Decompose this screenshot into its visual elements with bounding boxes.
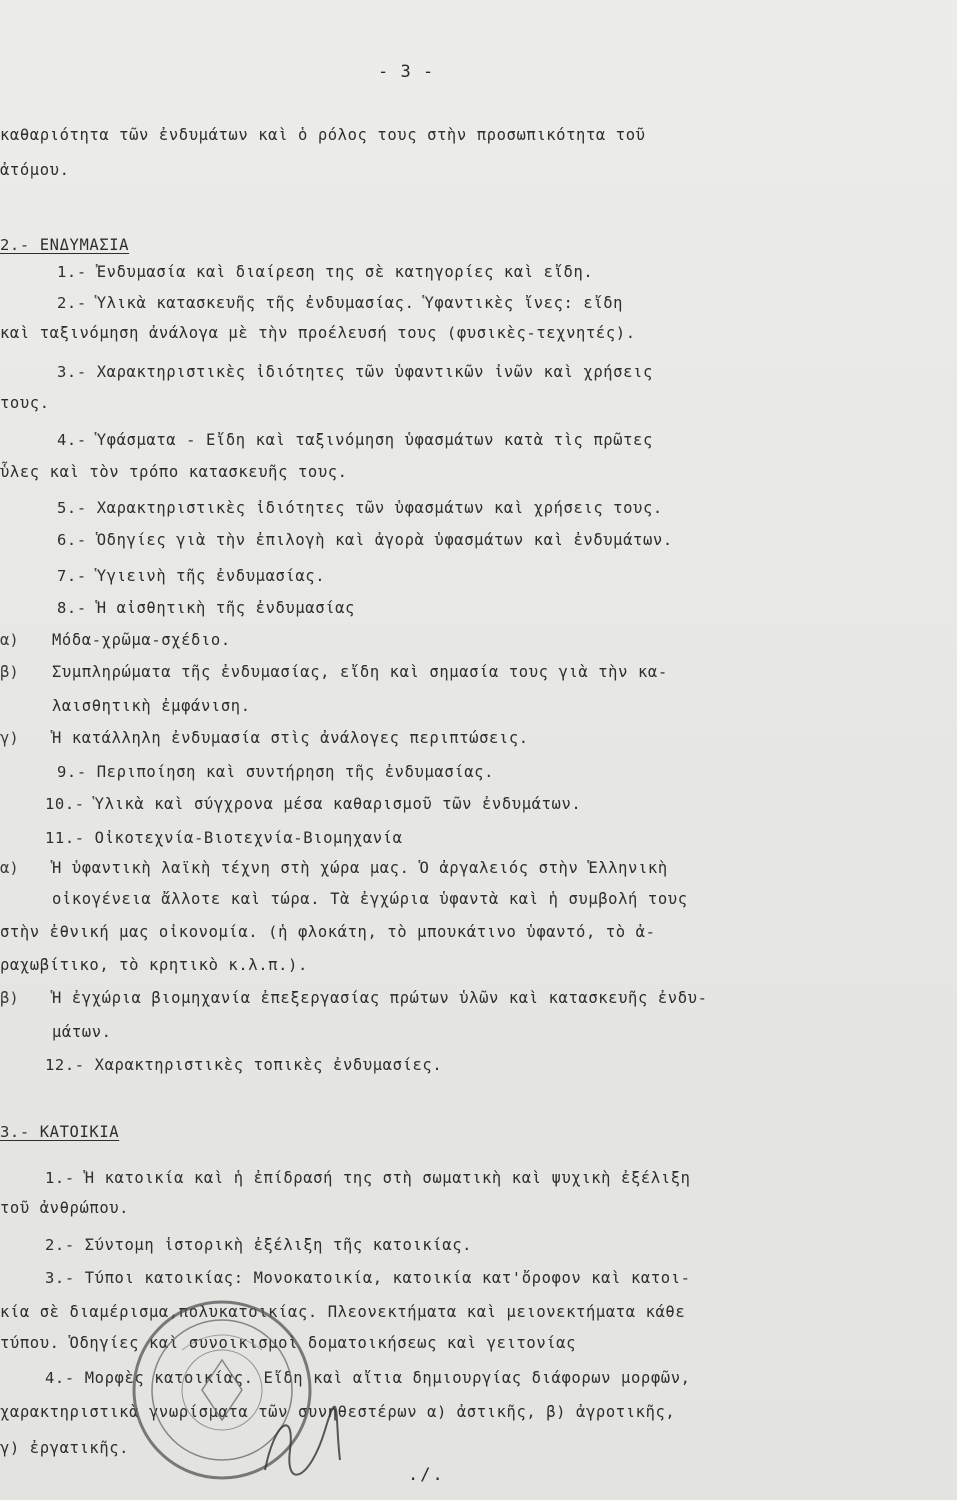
text-line: 4.- Ὑφάσματα - Εἴδη καὶ ταξινόμηση ὑφασμάτων κατὰ τὶς πρῶτες [57,431,653,449]
handwritten-signature [255,1400,345,1490]
text-line: 1.- Ἐνδυμασία καὶ διαίρεση της σὲ κατηγορίες καὶ εἴδη. [57,263,594,281]
text-line: Ἡ ἐγχώρια βιομηχανία ἐπεξεργασίας πρώτων ὑλῶν καὶ κατασκευῆς ἐνδυ- [52,989,708,1007]
text-line: Μόδα-χρῶμα-σχέδιο. [52,631,231,649]
text-line: καθαριότητα τῶν ἐνδυμάτων καὶ ὁ ρόλος τους στὴν προσωπικότητα τοῦ [0,126,646,144]
text-line: 3.- Τύποι κατοικίας: Μονοκατοικία, κατοικία κατ'ὄροφον καὶ κατοι- [45,1269,691,1287]
text-line: 7.- Ὑγιεινὴ τῆς ἐνδυμασίας. [57,567,326,585]
text-line: 4.- Μορφὲς κατοικίας. Εἴδη καὶ αἴτια δημιουργίας διάφορων μορφῶν, [45,1369,691,1387]
text-line: οἰκογένεια ἄλλοτε καὶ τώρα. Τὰ ἐγχώρια ὑφαντὰ καὶ ἡ συμβολή τους [52,890,688,908]
text-line: 6.- Ὁδηγίες γιὰ τὴν ἐπιλογὴ καὶ ἀγορὰ ὑφασμάτων καὶ ἐνδυμάτων. [57,531,673,549]
text-line: λαισθητικὴ ἐμφάνιση. [52,697,251,715]
text-line: στὴν ἐθνική μας οἰκονομία. (ἡ φλοκάτη, τὸ μπουκάτινο ὑφαντό, τὸ ἀ- [0,923,656,941]
text-line: 2.- Σύντομη ἱστορικὴ ἐξέλιξη τῆς κατοικίας. [45,1236,473,1254]
text-line: 10.- Ὑλικὰ καὶ σύγχρονα μέσα καθαρισμοῦ τῶν ἐνδυμάτων. [45,795,582,813]
text-line: 12.- Χαρακτηριστικὲς τοπικὲς ἐνδυμασίες. [45,1056,443,1074]
text-line: γ) ἐργατικῆς. [0,1439,130,1457]
text-line: 5.- Χαρακτηριστικὲς ἰδιότητες τῶν ὑφασμάτων καὶ χρήσεις τους. [57,499,663,517]
text-line: 3.- Χαρακτηριστικὲς ἰδιότητες τῶν ὑφαντικῶν ἰνῶν καὶ χρήσεις [57,363,653,381]
section-heading: 3.- ΚΑΤΟΙΚΙΑ [0,1123,120,1141]
text-line: 2.- Ὑλικὰ κατασκευῆς τῆς ἐνδυμασίας. Ὑφαντικὲς ἴνες: εἴδη [57,294,624,312]
text-line: ραχωβίτικο, τὸ κρητικὸ κ.λ.π.). [0,956,308,974]
page-number: - 3 - [378,62,435,82]
text-line: 9.- Περιποίηση καὶ συντήρηση τῆς ἐνδυμασίας. [57,763,494,781]
list-marker: γ) [0,729,19,747]
text-line: καὶ ταξινόμηση ἀνάλογα μὲ τὴν προέλευσή τους (φυσικὲς-τεχνητές). [0,324,636,342]
text-line: τοῦ ἀνθρώπου. [0,1199,130,1217]
text-line: 8.- Ἡ αἰσθητικὴ τῆς ἐνδυμασίας [57,599,355,617]
list-marker: β) [0,663,19,681]
text-line: ὗλες καὶ τὸν τρόπο κατασκευῆς τους. [0,463,348,481]
text-line: τους. [0,394,50,412]
text-line: Συμπληρώματα τῆς ἐνδυμασίας, εἴδη καὶ σημασία τους γιὰ τὴν κα- [52,663,668,681]
text-line: 1.- Ἡ κατοικία καὶ ἡ ἐπίδρασή της στὴ σωματικὴ καὶ ψυχικὴ ἐξέλιξη [45,1169,691,1187]
page-footer-continuation: ./. [408,1465,445,1485]
text-line: 11.- Οἰκοτεχνία-Βιοτεχνία-Βιομηχανία [45,829,403,847]
text-line: Ἡ ὑφαντικὴ λαϊκὴ τέχνη στὴ χώρα μας. Ὁ ἀργαλειός στὴν Ἑλληνικὴ [52,859,668,877]
text-line: Ἡ κατάλληλη ἐνδυμασία στὶς ἀνάλογες περιπτώσεις. [52,729,529,747]
list-marker: α) [0,631,19,649]
list-marker: α) [0,859,19,877]
text-line: χαρακτηριστικὰ γνωρίσματα τῶν συνηθεστέρων α) ἀστικῆς, β) ἀγροτικῆς, [0,1403,676,1421]
text-line: τύπου. Ὁδηγίες καὶ συνοικισμοὶ δοματοικήσεως καὶ γειτονίας [0,1334,577,1352]
text-line: ἀτόμου. [0,161,70,179]
list-marker: β) [0,989,19,1007]
text-line: κία σὲ διαμέρισμα,πολυκατοικίας. Πλεονεκτήματα καὶ μειονεκτήματα κάθε [0,1303,686,1321]
section-heading: 2.- ΕΝΔΥΜΑΣΙΑ [0,236,130,254]
text-line: μάτων. [52,1023,112,1041]
